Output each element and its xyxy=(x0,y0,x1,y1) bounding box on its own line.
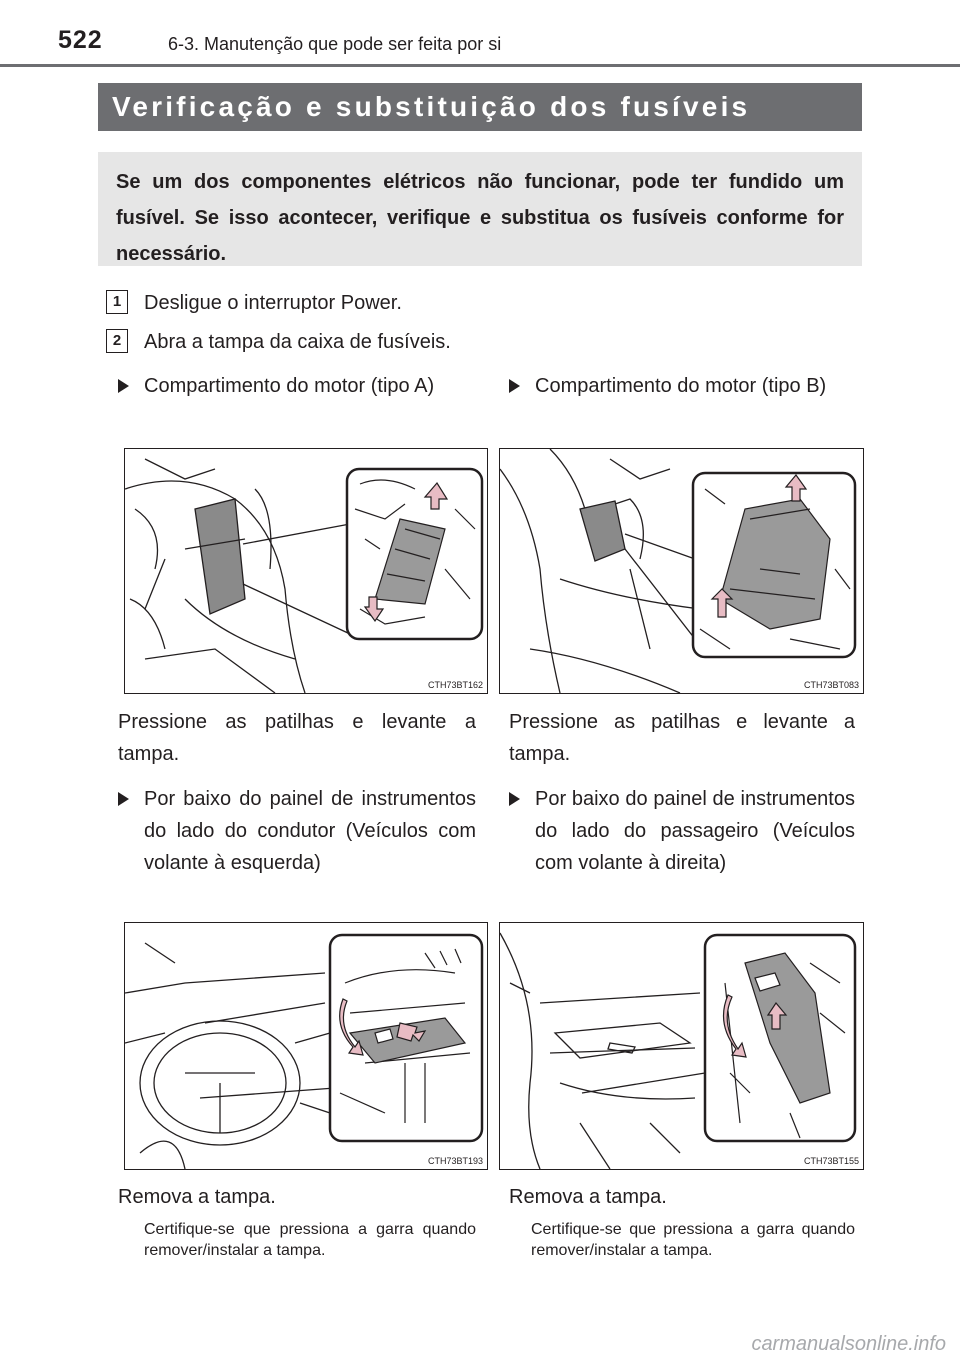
page-number: 522 xyxy=(58,26,103,54)
title-bar xyxy=(98,83,862,131)
intro-text: Se um dos componentes elétricos não funcionar, pode ter fundido um fusível. Se isso acontecer, verifique e substitua os fusíveis conforme for necessário. xyxy=(116,171,844,265)
intro-box xyxy=(98,152,862,266)
step-badge-2: 2 xyxy=(106,329,128,353)
section-heading-text: Por baixo do painel de instrumentos do lado do passageiro (Veículos com volante à direita) xyxy=(535,788,855,874)
step-text-2: Abra a tampa da caixa de fusíveis. xyxy=(144,331,451,353)
caption-type-a: Pressione as patilhas e levante a tampa. xyxy=(118,711,476,765)
section-heading-text: Compartimento do motor (tipo A) xyxy=(144,375,435,397)
note-driver-side: Certifique-se que pressiona a garra quando remover/instalar a tampa. xyxy=(144,1221,476,1259)
engine-type-a-illustration xyxy=(125,449,487,693)
section-heading-text: Por baixo do painel de instrumentos do lado do condutor (Veículos com volante à esquerda) xyxy=(144,788,476,874)
caption-type-b: Pressione as patilhas e levante a tampa. xyxy=(509,711,855,765)
figure-driver-side xyxy=(124,922,488,1170)
figure-code: CTH73BT155 xyxy=(803,1156,859,1166)
section-heading-passenger-side xyxy=(509,783,855,879)
triangle-bullet-icon xyxy=(509,379,520,393)
engine-type-b-illustration xyxy=(500,449,863,693)
step-badge-1: 1 xyxy=(106,290,128,314)
section-heading-text: Compartimento do motor (tipo B) xyxy=(535,375,827,397)
figure-engine-type-a xyxy=(124,448,488,694)
step-text-1: Desligue o interruptor Power. xyxy=(144,292,402,314)
passenger-side-illustration xyxy=(500,923,863,1169)
figure-code: CTH73BT193 xyxy=(427,1156,483,1166)
section-heading-type-a xyxy=(118,370,476,402)
figure-code: CTH73BT083 xyxy=(803,680,859,690)
figure-passenger-side xyxy=(499,922,864,1170)
triangle-bullet-icon xyxy=(118,792,129,806)
header-rule xyxy=(0,64,960,67)
figure-code: CTH73BT162 xyxy=(427,680,483,690)
caption-passenger-side: Remova a tampa. xyxy=(509,1186,667,1208)
figure-engine-type-b xyxy=(499,448,864,694)
watermark-url[interactable]: carmanualsonline.info xyxy=(751,1333,946,1355)
section-heading-driver-side xyxy=(118,783,476,879)
note-passenger-side: Certifique-se que pressiona a garra quando remover/instalar a tampa. xyxy=(531,1221,855,1259)
triangle-bullet-icon xyxy=(509,792,520,806)
driver-side-illustration xyxy=(125,923,487,1169)
page-title: Verificação e substituição dos fusíveis xyxy=(112,91,751,122)
caption-driver-side: Remova a tampa. xyxy=(118,1186,276,1208)
section-heading-type-b xyxy=(509,370,855,402)
triangle-bullet-icon xyxy=(118,379,129,393)
section-header: 6-3. Manutenção que pode ser feita por si xyxy=(168,34,502,54)
